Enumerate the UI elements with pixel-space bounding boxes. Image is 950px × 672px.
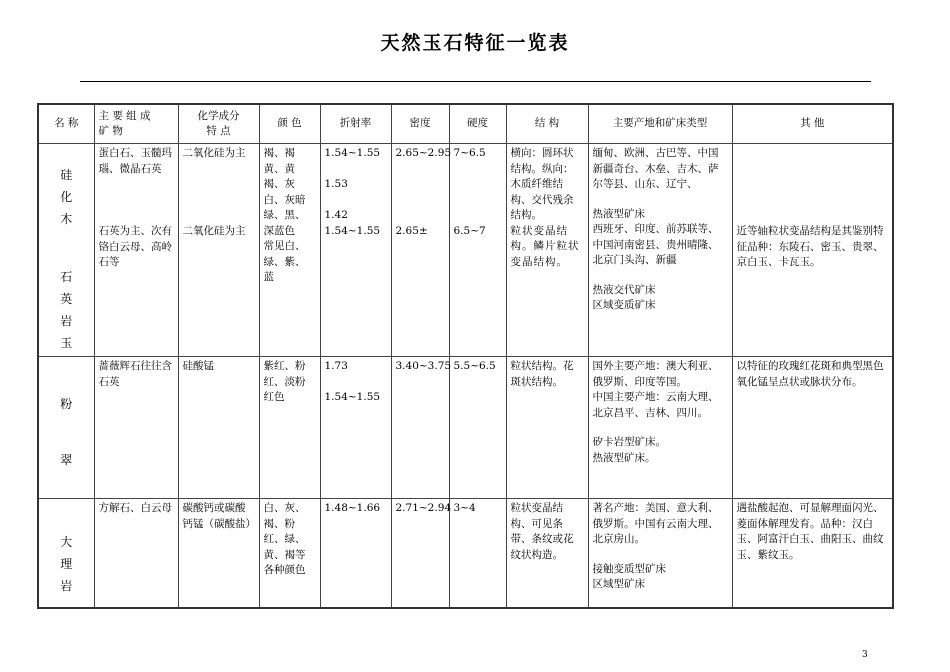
other-cell: 遇盐酸起泡、可显解理面闪光、菱面体解理发育。品种：汉白玉、阿富汗白玉、曲阳玉、曲纹玉、紫纹玉。	[732, 499, 893, 608]
structure-cell: 粒状结构。花斑状结构。	[506, 357, 588, 499]
title-underline	[80, 81, 871, 82]
other-cell: 近等轴粒状变晶结构是其鉴别特征品种：东陵石、密玉、贵翠、京白玉、卡瓦玉。	[732, 144, 893, 357]
structure-cell: 粒状变晶结构、可见条带、条纹或花纹状构造。	[506, 499, 588, 608]
density-cell: 2.71~2.94	[391, 499, 449, 608]
header-chemistry: 化学成分 特 点	[178, 104, 259, 144]
chemistry-cell: 二氧化硅为主 二氧化硅为主	[178, 144, 259, 357]
hardness-cell: 3~4	[449, 499, 506, 608]
header-row	[38, 104, 893, 144]
mineral-cell: 方解石、白云母	[94, 499, 178, 608]
header-refractive-index: 折射率	[320, 104, 391, 144]
origin-cell: 国外主要产地：澳大利亚、俄罗斯、印度等国。 中国主要产地：云南大理、北京昌平、吉林、四川。 矽卡岩型矿床。 热液型矿床。	[588, 357, 732, 499]
table-row	[38, 144, 893, 357]
refractive-index-cell: 1.54~1.55 1.53 1.42 1.54~1.55	[320, 144, 391, 357]
chemistry-cell: 硅酸锰	[178, 357, 259, 499]
hardness-cell: 7~6.5 6.5~7	[449, 144, 506, 357]
color-cell: 紫红、粉红、淡粉红色	[259, 357, 320, 499]
table-row	[38, 357, 893, 499]
header-name: 名 称	[38, 104, 94, 144]
origin-cell: 缅甸、欧洲、古巴等、中国新疆奇台、木垒、吉木、萨尔等县、山东、辽宁、 热液型矿床 西班牙、印度、前苏联等、中国河南密县、贵州晴隆、北京门头沟、新疆 热液交代矿床 区域变质矿床	[588, 144, 732, 357]
density-cell: 2.65~2.95 2.65±	[391, 144, 449, 357]
header-origin: 主要产地和矿床类型	[588, 104, 732, 144]
header-mineral: 主 要 组 成 矿 物	[94, 104, 178, 144]
other-cell: 以特征的玫瑰红花斑和典型黑色氧化锰呈点状或脉状分布。	[732, 357, 893, 499]
document-title: 天然玉石特征一览表	[380, 32, 570, 54]
mineral-cell: 蔷薇辉石往往含石英	[94, 357, 178, 499]
structure-cell: 横向：圆环状结构。纵向：木质纤维结构、交代残余结构。 粒状变晶结构。鳞片粒状变晶结构。	[506, 144, 588, 357]
mineral-cell: 蛋白石、玉髓玛瑙、微晶石英 石英为主、次有铬白云母、高岭石等	[94, 144, 178, 357]
color-cell: 褐、褐黄、黄褐、灰白、灰暗绿、黑、深蓝色 常见白、绿、紫、蓝	[259, 144, 320, 357]
chemistry-cell: 碳酸钙或碳酸钙锰（碳酸盐）	[178, 499, 259, 608]
header-hardness: 硬度	[449, 104, 506, 144]
origin-cell: 著名产地：美国、意大利、俄罗斯。中国有云南大理、北京房山。 接触变质型矿床 区域型矿床	[588, 499, 732, 608]
row-name-cell: 粉 翠	[38, 357, 94, 499]
row-name-cell: 硅 化 木 石 英 岩 玉	[38, 144, 94, 357]
header-density: 密度	[391, 104, 449, 144]
table-row	[38, 499, 893, 608]
header-color: 颜 色	[259, 104, 320, 144]
row-name-cell: 大 理 岩	[38, 499, 94, 608]
density-cell: 3.40~3.75	[391, 357, 449, 499]
color-cell: 白、灰、褐、粉红、绿、黄、褐等各种颜色	[259, 499, 320, 608]
page-number: 3	[862, 650, 868, 660]
header-structure: 结 构	[506, 104, 588, 144]
header-other: 其 他	[732, 104, 893, 144]
hardness-cell: 5.5~6.5	[449, 357, 506, 499]
refractive-index-cell: 1.73 1.54~1.55	[320, 357, 391, 499]
jade-feature-table	[37, 103, 894, 609]
refractive-index-cell: 1.48~1.66	[320, 499, 391, 608]
